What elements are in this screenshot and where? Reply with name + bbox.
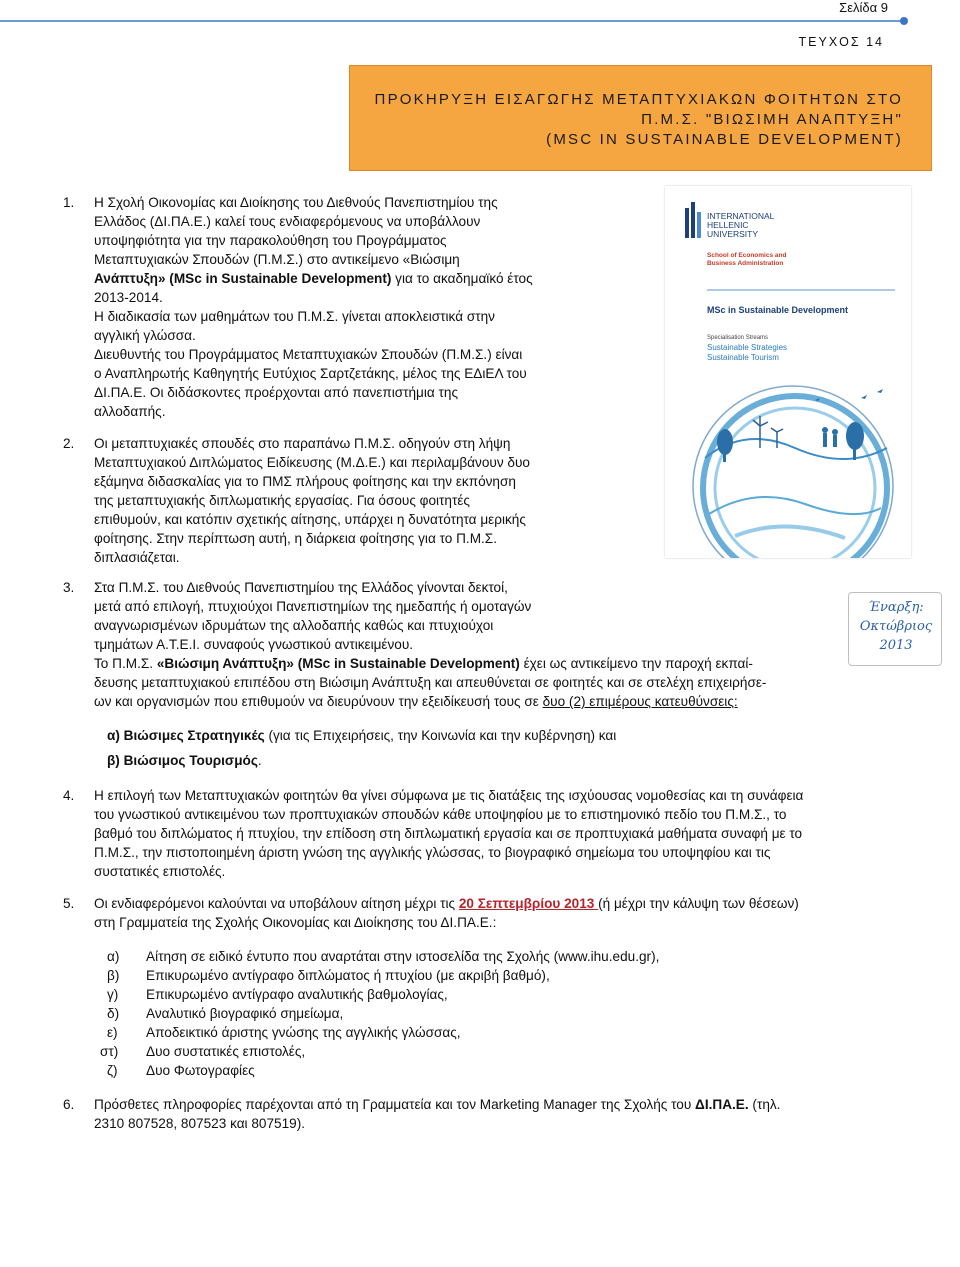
direction-b-title: β) Βιώσιμος Τουρισμός (107, 753, 258, 768)
s3-line-3: αναγνωρισμένων ιδρυμάτων της αλλοδαπής καθώς και πτυχιούχοι (94, 618, 494, 633)
poster-stream-1: Sustainable Strategies (707, 343, 788, 352)
item-number-2: 2. (63, 436, 75, 451)
item-number-1: 1. (63, 195, 75, 210)
s6-line-1: Πρόσθετες πληροφορίες παρέχονται από τη Γραμματεία και τον Marketing Manager της Σχολής του ΔΙ.ΠΑ.Ε. (τηλ. (94, 1097, 781, 1112)
doc-item-text: Δυο συστατικές επιστολές, (146, 1044, 306, 1059)
start-date-note (846, 598, 946, 660)
s3-directions-underlined: δυο (2) επιμέρους κατευθύνσεις: (542, 694, 738, 709)
s2-line-3: εξάμηνα διδασκαλίας για το ΠΜΣ πλήρους φοίτησης και την εκπόνηση (94, 474, 516, 489)
note-line-2: Οκτώβριος (859, 619, 933, 634)
s2-line-1: Οι μεταπτυχιακές σπουδές στο παραπάνω Π.Μ.Σ. οδηγούν στη λήψη (94, 436, 511, 451)
header-rule (0, 20, 902, 22)
s1-line-3: υποψηφιότητα για την παρακολούθηση του Προγράμματος (94, 233, 447, 248)
doc-item-text: Αίτηση σε ειδικό έντυπο που αναρτάται στην ιστοσελίδα της Σχολής (www.ihu.edu.gr), (146, 949, 660, 964)
doc-item-key: γ) (107, 987, 119, 1002)
item-number-3: 3. (63, 580, 75, 595)
doc-item-key: στ) (100, 1044, 119, 1059)
poster-uni-line-2: HELLENIC (707, 220, 749, 230)
item-number-4: 4. (63, 788, 75, 803)
s4-line-3: βαθμό του διπλώματος ή πτυχίου, την επίδοση στη διπλωματική εργασία και σε προπτυχιακά μαθήματα συναφή με το (94, 826, 803, 841)
s1-line-11: ΔΙ.ΠΑ.Ε. Οι διδάσκοντες προέρχονται από πανεπιστήμια της (94, 385, 459, 400)
direction-a: α) Βιώσιμες Στρατηγικές (για τις Επιχειρήσεις, την Κοινωνία και την κυβέρνηση) και (107, 728, 617, 743)
s2-line-7: διπλασιάζεται. (94, 550, 180, 565)
s5-line-2: στη Γραμματεία της Σχολής Οικονομίας και Διοίκησης του ΔΙ.ΠΑ.Ε.: (94, 915, 497, 930)
s3-line-7: ων και οργανισμών που επιθυμούν να διευρύνουν την εξειδίκευσή τους σε δυο (2) επιμέρους κατευθύνσεις: (94, 694, 738, 709)
s1-line-9: Διευθυντής του Προγράμματος Μεταπτυχιακών Σπουδών (Π.Μ.Σ.) είναι (94, 347, 523, 362)
s4-line-4: Π.Μ.Σ., την πιστοποιημένη άριστη γνώση της αγγλικής γλώσσας, το βιογραφικό σημείωμα του υποψηφίου και τις (94, 845, 771, 860)
s1-line-12: αλλοδαπής. (94, 404, 166, 419)
s1-line-1: Η Σχολή Οικονομίας και Διοίκησης του Διεθνούς Πανεπιστημίου της (94, 195, 498, 210)
doc-item-text: Αναλυτικό βιογραφικό σημείωμα, (146, 1006, 344, 1021)
s4-line-1: Η επιλογή των Μεταπτυχιακών φοιτητών θα γίνει σύμφωνα με τις διατάξεις της ισχύουσας νομοθεσίας και τη συνάφεια (94, 788, 804, 803)
s2-line-6: φοίτησης. Στην περίπτωση αυτή, η διάρκεια φοίτησης για το Π.Μ.Σ. (94, 531, 497, 546)
doc-item-key: β) (107, 968, 120, 983)
s1-line-2: Ελλάδος (ΔΙ.ΠΑ.Ε.) καλεί τους ενδιαφερόμενους να υποβάλλουν (94, 214, 481, 229)
s1-line-5: Ανάπτυξη» (MSc in Sustainable Development) για το ακαδημαϊκό έτος (94, 271, 533, 286)
s3-line-6: δευσης μεταπτυχιακού επιπέδου στη Βιώσιμη Ανάπτυξη και απευθύνεται σε φοιτητές και σε στελέχη επιχειρήσε- (94, 675, 767, 690)
poster-title: MSc in Sustainable Development (707, 305, 849, 315)
poster-streams-label: Specialisation Streams (707, 335, 769, 341)
doc-item-key: ε) (107, 1025, 118, 1040)
s3-program-name: «Βιώσιμη Ανάπτυξη» (MSc in Sustainable Development) (156, 656, 520, 671)
doc-item-text: Επικυρωμένο αντίγραφο διπλώματος ή πτυχίου (με ακριβή βαθμό), (146, 968, 550, 983)
university-logo-icon (685, 202, 701, 238)
banner-line-2: Π.Μ.Σ. "ΒΙΩΣΙΜΗ ΑΝΑΠΤΥΞΗ" (641, 111, 903, 128)
s2-line-4: της μεταπτυχιακής διπλωματικής εργασίας. Για όσους φοιτητές (94, 493, 470, 508)
doc-item-text: Αποδεικτικό άριστης γνώσης της αγγλικής γλώσσας, (146, 1025, 461, 1040)
doc-item-key: ζ) (107, 1063, 118, 1078)
program-poster (665, 186, 911, 558)
s4-line-5: συστατικές επιστολές. (94, 864, 226, 879)
banner-line-1: ΠΡΟΚΗΡΥΞΗ ΕΙΣΑΓΩΓΗΣ ΜΕΤΑΠΤΥΧΙΑΚΩΝ ΦΟΙΤΗΤΩΝ ΣΤΟ (374, 91, 903, 108)
note-line-1: Έναρξη: (868, 600, 924, 615)
direction-b: β) Βιώσιμος Τουρισμός. (107, 753, 262, 768)
s1-line-7: Η διαδικασία των μαθημάτων του Π.Μ.Σ. γίνεται αποκλειστικά στην (94, 309, 495, 324)
deadline-date: 20 Σεπτεμβρίου 2013 (458, 896, 599, 911)
poster-school-line-2: Business Administration (707, 260, 784, 267)
doc-item-text: Δυο Φωτογραφίες (146, 1063, 255, 1078)
s5-line-1: Οι ενδιαφερόμενοι καλούνται να υποβάλουν αίτηση μέχρι τις 20 Σεπτεμβρίου 2013 (ή μέχρι την κάλυψη των θέσεων) (94, 896, 799, 911)
s3-line-4: τμημάτων Α.Τ.Ε.Ι. συναφούς γνωστικού αντικειμένου. (94, 637, 414, 652)
note-line-3: 2013 (879, 638, 913, 653)
s3-line-5: Το Π.Μ.Σ. «Βιώσιμη Ανάπτυξη» (MSc in Sustainable Development) έχει ως αντικείμενο την παροχή εκπαί- (94, 656, 753, 671)
poster-school-line-1: School of Economics and (707, 252, 787, 259)
direction-a-title: α) Βιώσιμες Στρατηγικές (107, 728, 265, 743)
s4-line-2: του γνωστικού αντικειμένου των προπτυχιακών σπουδών κάθε υποψηφίου με το επιστημονικό πεδίο του Π.Μ.Σ., το (94, 807, 787, 822)
sustainability-circle-illustration (693, 386, 893, 558)
s2-line-5: επιθυμούν, και κατόπιν σχετικής αίτησης, υπάρχει η δυνατότητα μερικής (94, 512, 526, 527)
issue-number: ΤΕΥΧΟΣ 14 (798, 35, 884, 49)
header-rule-dot (900, 17, 908, 25)
poster-graphic (665, 186, 911, 558)
s1-line-6: 2013-2014. (94, 290, 163, 305)
doc-item-key: α) (107, 949, 120, 964)
poster-uni-line-1: INTERNATIONAL (707, 211, 775, 221)
s2-line-2: Μεταπτυχιακού Διπλώματος Ειδίκευσης (Μ.Δ.Ε.) και περιλαμβάνουν δυο (94, 455, 530, 470)
poster-uni-line-3: UNIVERSITY (707, 229, 759, 239)
poster-stream-2: Sustainable Tourism (707, 353, 779, 362)
s3-line-1: Στα Π.Μ.Σ. του Διεθνούς Πανεπιστημίου της Ελλάδος γίνονται δεκτοί, (94, 580, 508, 595)
s6-line-2: 2310 807528, 807523 και 807519). (94, 1116, 306, 1131)
item-number-6: 6. (63, 1097, 75, 1112)
s3-line-2: μετά από επιλογή, πτυχιούχοι Πανεπιστημίων της ημεδαπής ή ομοταγών (94, 599, 532, 614)
s1-line-8: αγγλική γλώσσα. (94, 328, 196, 343)
doc-item-text: Επικυρωμένο αντίγραφο αναλυτικής βαθμολογίας, (146, 987, 448, 1002)
page-number: Σελίδα 9 (839, 0, 888, 15)
s1-line-4: Μεταπτυχιακών Σπουδών (Π.Μ.Σ.) στο αντικείμενο «Βιώσιμη (94, 252, 460, 267)
s1-line-10: ο Αναπληρωτής Καθηγητής Ευτύχιος Σαρτζετάκης, μέλος της ΕΔιΕΛ του (94, 366, 527, 381)
s1-program-name: Ανάπτυξη» (MSc in Sustainable Development) (94, 271, 392, 286)
item-number-5: 5. (63, 896, 75, 911)
title-banner (349, 65, 932, 171)
banner-line-3: (MSC IN SUSTAINABLE DEVELOPMENT) (546, 131, 903, 148)
doc-item-key: δ) (107, 1006, 120, 1021)
